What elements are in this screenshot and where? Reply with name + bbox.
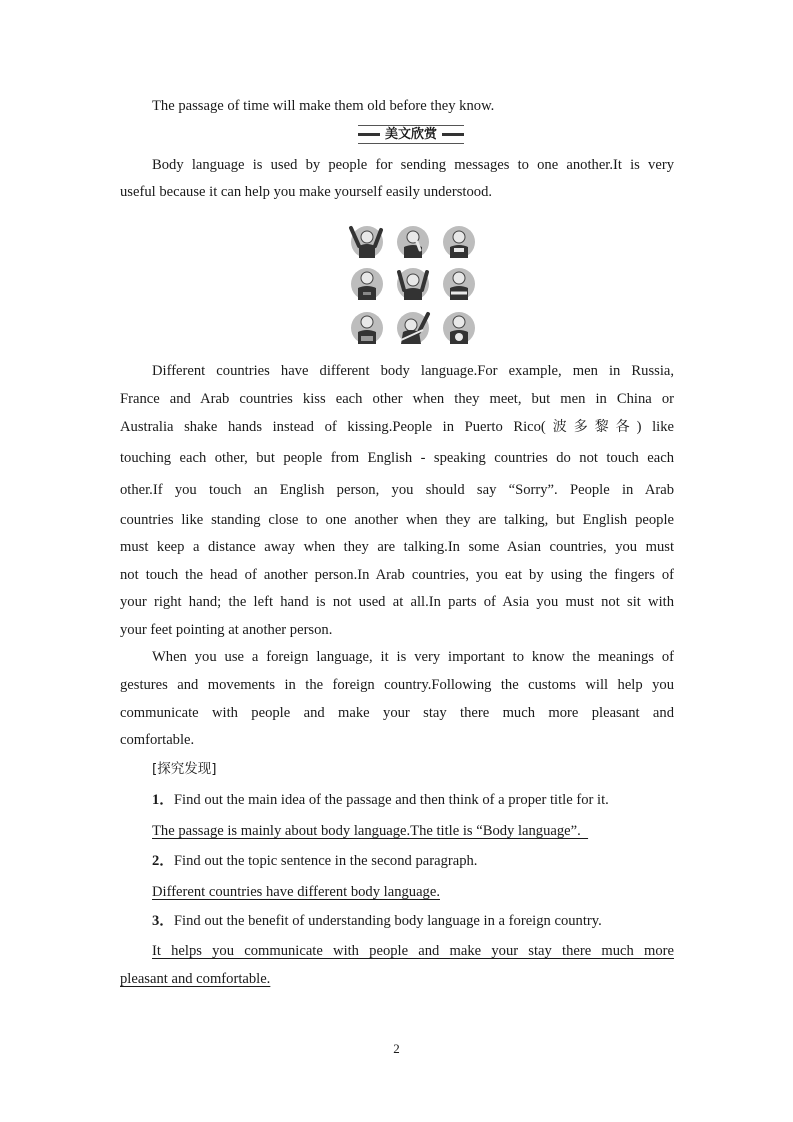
para2-line-4: touching each other, but people from English - speaking countries do not touch each xyxy=(120,450,674,466)
para2-line-3 xyxy=(120,418,674,436)
person-hands-on-hips-icon xyxy=(351,312,383,344)
answer-1: The passage is mainly about body language.The title is “Body language”. xyxy=(152,823,589,839)
person-hand-to-chin-icon xyxy=(397,226,429,258)
answer-3-line-2: pleasant and comfortable. xyxy=(120,971,271,987)
para2-line-2: France and Arab countries kiss each other when they meet, but men in China or xyxy=(120,391,674,407)
para3-line-2: gestures and movements in the foreign country.Following the customs will help you xyxy=(120,677,674,693)
question-3-number: 3． xyxy=(152,913,174,929)
section-banner xyxy=(358,125,464,144)
person-pointing-icon xyxy=(397,312,429,344)
person-arms-crossed-icon xyxy=(443,268,475,300)
intro-line-1: Body language is used by people for sending messages to one another.It is very xyxy=(152,157,674,173)
person-hands-raised-icon xyxy=(397,268,429,300)
answer-2: Different countries have different body language. xyxy=(152,884,440,900)
body-language-figure xyxy=(345,218,481,350)
para3-line-1: When you use a foreign language, it is very important to know the meanings of xyxy=(152,649,674,665)
person-hand-on-chest-icon xyxy=(443,226,475,258)
para3-line-4: comfortable. xyxy=(120,732,195,748)
banner-bar-left xyxy=(358,133,380,136)
para2-line-9: your right hand; the left hand is not used at all.In parts of Asia you must not sit with xyxy=(120,594,674,610)
intro-line-2: useful because it can help you make yourself easily understood. xyxy=(120,184,493,200)
para2-line-7: must keep a distance away when they are talking.In some Asian countries, you must xyxy=(120,539,674,555)
para2-line-1: Different countries have different body language.For example, men in Russia, xyxy=(152,363,674,379)
explore-label: [探究发现] xyxy=(152,761,217,777)
para2-line-6: countries like standing close to one another when they are talking, but English people xyxy=(120,512,674,528)
para2-line-3-b: ) like xyxy=(636,419,674,435)
banner-title: 美文欣赏 xyxy=(381,127,441,142)
question-2-text: Find out the topic sentence in the second paragraph. xyxy=(173,853,478,869)
question-2-number: 2． xyxy=(152,853,174,869)
person-arms-up-icon xyxy=(351,226,383,258)
question-3-text: Find out the benefit of understanding body language in a foreign country. xyxy=(173,913,602,929)
banner-bar-right xyxy=(442,133,464,136)
question-1-number: 1． xyxy=(152,792,174,808)
question-3 xyxy=(152,912,602,930)
person-hands-together-icon xyxy=(443,312,475,344)
para2-line-8: not touch the head of another person.In Arab countries, you eat by using the fingers of xyxy=(120,567,674,583)
para2-line-3-a: Australia shake hands instead of kissing.People in Puerto Rico( xyxy=(120,419,546,435)
question-1 xyxy=(152,791,609,809)
top-line: The passage of time will make them old before they know. xyxy=(152,98,495,114)
question-1-text: Find out the main idea of the passage and then think of a proper title for it. xyxy=(173,792,609,808)
page-number: 2 xyxy=(393,1041,400,1056)
puerto-rico-chinese: 波多黎各 xyxy=(545,419,637,435)
person-arms-down-icon xyxy=(351,268,383,300)
para2-line-5: other.If you touch an English person, you should say “Sorry”. People in Arab xyxy=(120,482,674,498)
para2-line-10: your feet pointing at another person. xyxy=(120,622,333,638)
para3-line-3: communicate with people and make your stay there much more pleasant and xyxy=(120,705,674,721)
answer-3-line-1: It helps you communicate with people and make your stay there much more xyxy=(152,943,674,959)
question-2 xyxy=(152,852,477,870)
